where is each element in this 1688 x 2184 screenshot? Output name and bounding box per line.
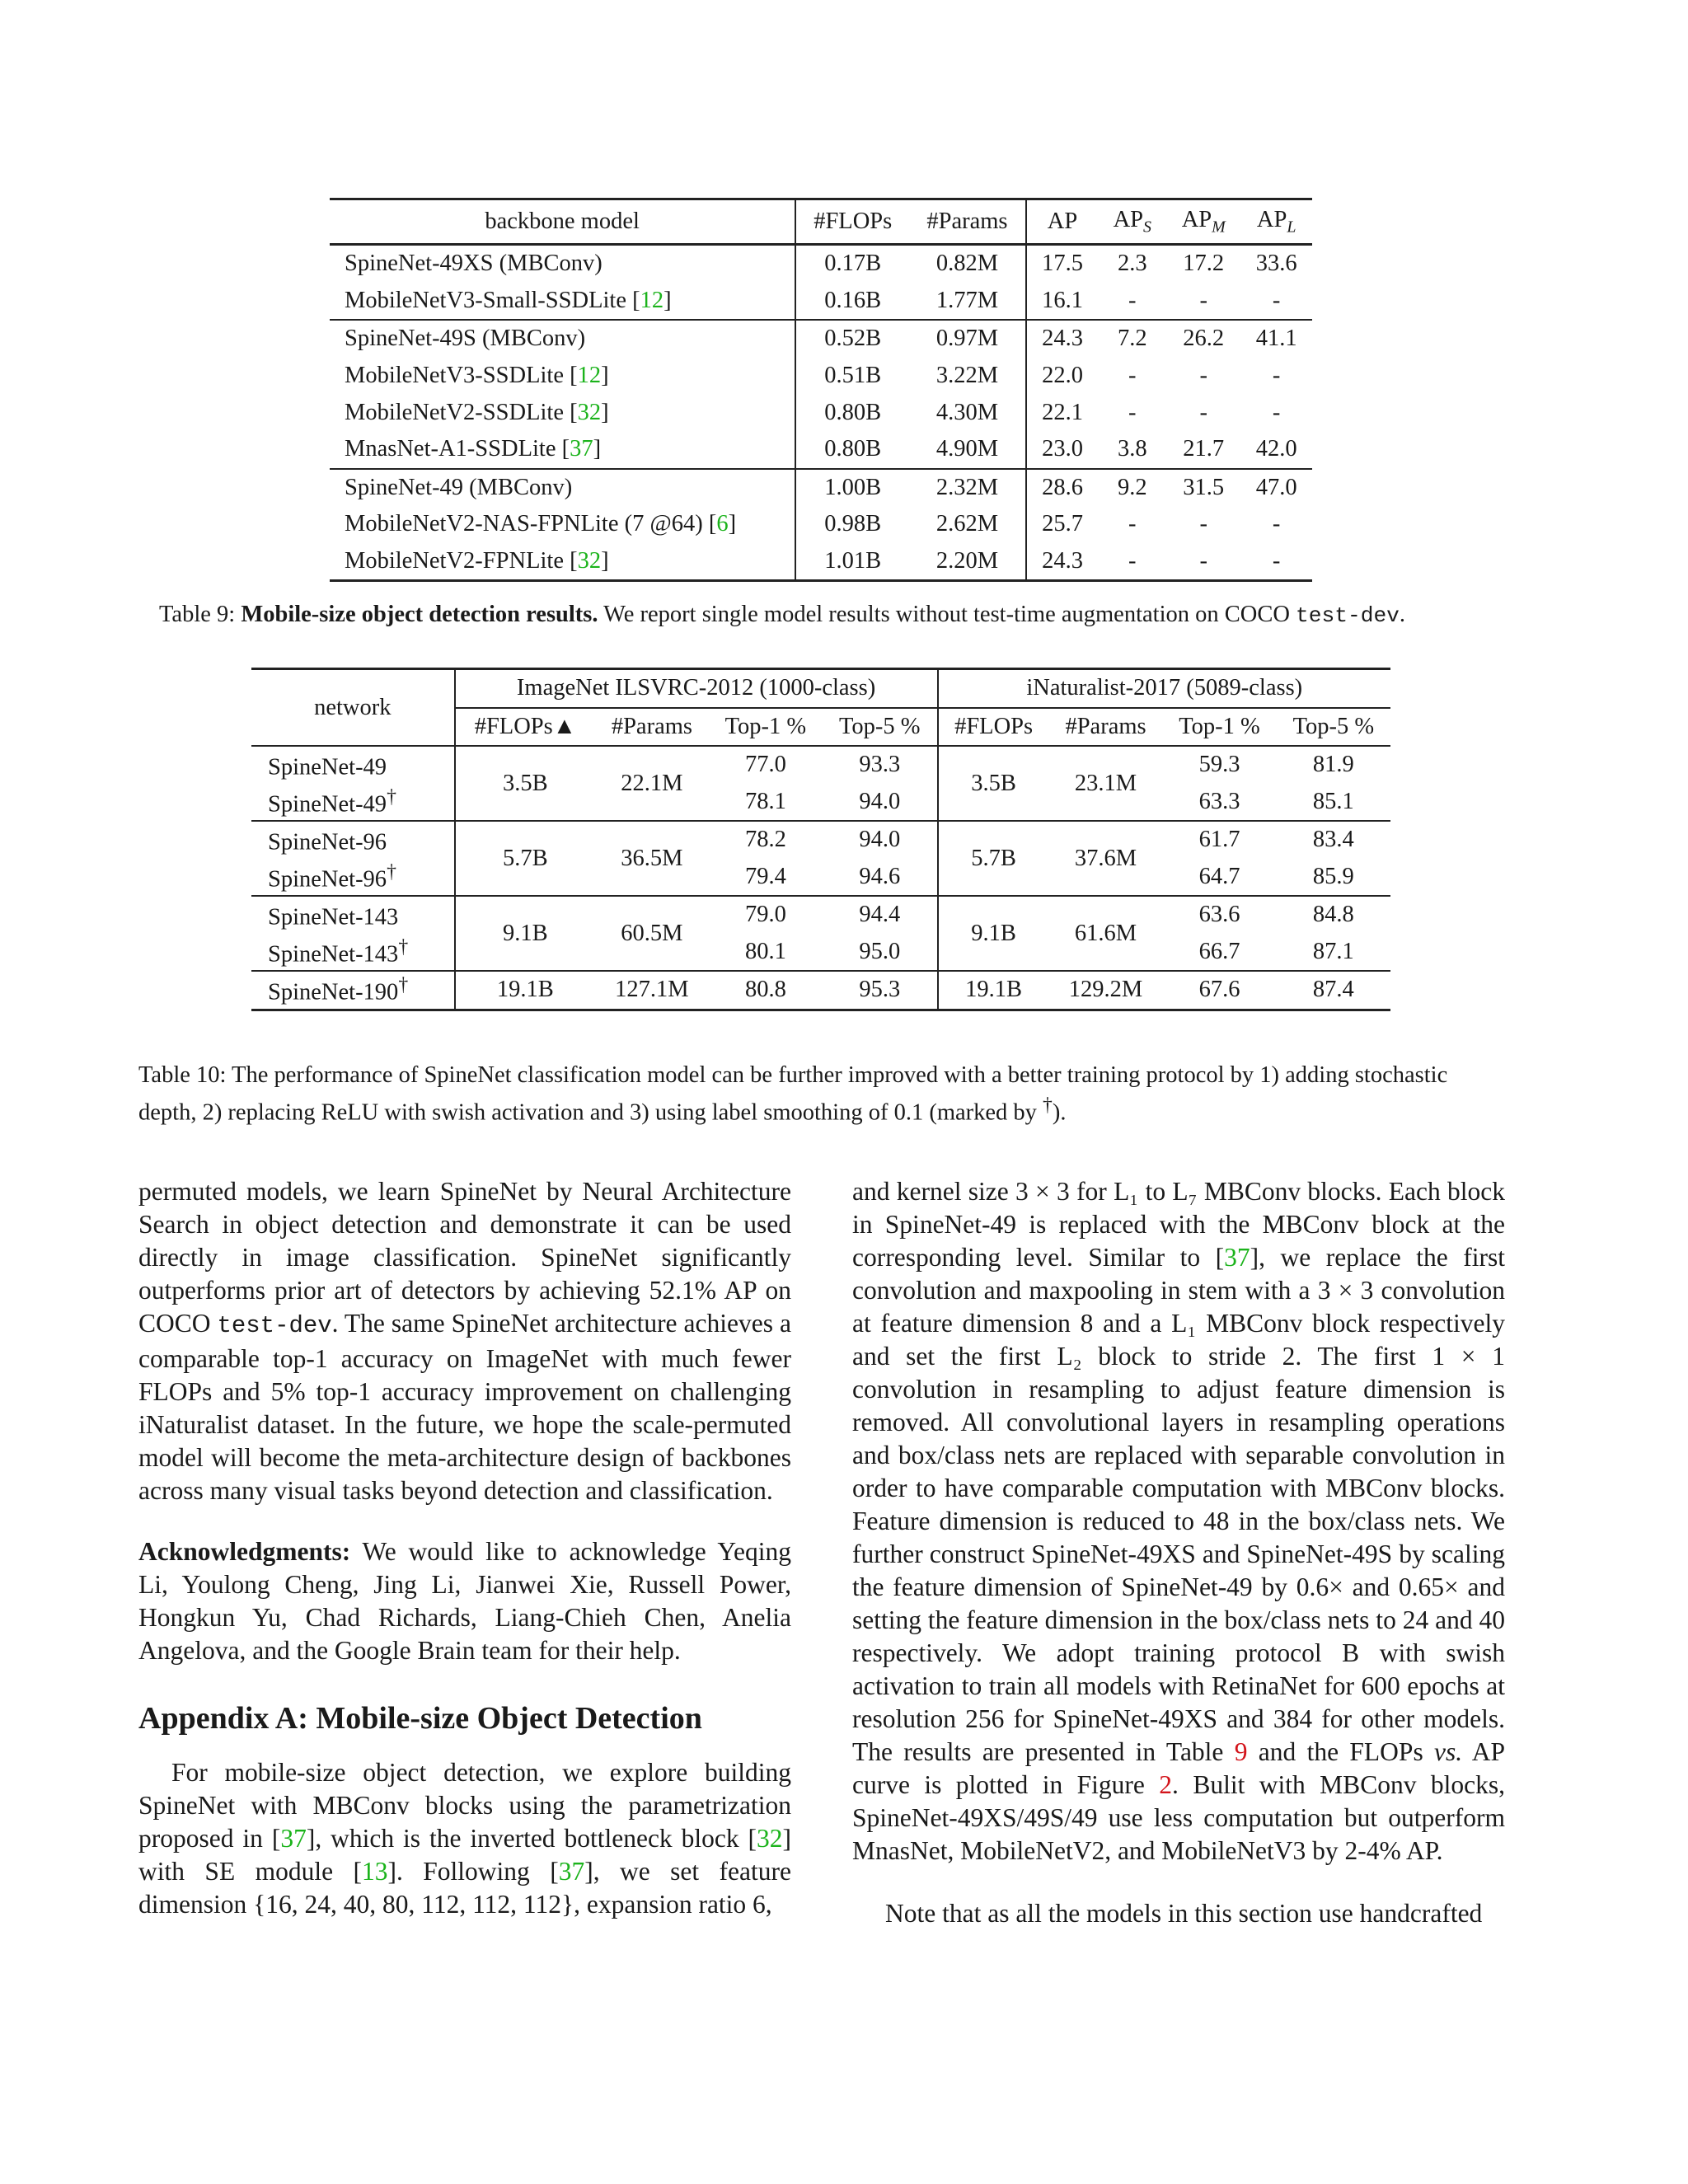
row-apl: - [1272,363,1281,389]
row-params: 2.20M [909,543,1025,581]
row-flops: 0.98B [824,511,882,537]
row-in-top1: 80.1 [744,938,786,964]
row-apm: 17.2 [1183,251,1225,277]
row-ap: 24.3 [1042,326,1083,352]
conclusion-paragraph: permuted models, we learn SpineNet by Neural Architecture Search in object detection and demonstrate it can be used directly in image classification. SpineNet significantly outperforms prior art of detectors by achieving 52.1% AP on COCO test-dev. The same SpineNet architecture achieves a comparable top-1 accuracy on ImageNet with much fewer FLOPs and 5% top-1 accuracy improvement on challenging iNaturalist dataset. In the future, we hope the scale-permuted model will become the meta-architecture design of backbones across many visual tasks beyond detection and classification. [138,1177,791,1505]
row-in-top5: 95.0 [823,934,937,972]
table-10 [251,668,1390,1011]
row-aps: - [1128,399,1137,425]
row-aps: 2.3 [1117,251,1147,277]
citation-link[interactable]: 12 [577,363,602,389]
row-name: SpineNet-96 [251,821,455,859]
row-in-top1: 78.2 [744,827,786,853]
row-in-params: 36.5M [621,845,683,871]
row-name: SpineNet-143 [251,896,455,934]
subheader-cell: #Params [1065,713,1146,739]
row-params: 2.62M [909,506,1025,543]
row-nat-top1: 59.3 [1198,752,1240,778]
table-row [330,506,1312,543]
row-nat-top5: 85.1 [1312,788,1354,814]
row-apl: 33.6 [1255,251,1297,277]
row-name: MobileNetV2-FPNLite [32] [330,543,795,581]
row-ap: 17.5 [1042,251,1083,277]
table-row [251,784,1390,822]
row-apl: 41.1 [1255,326,1297,352]
table-row [251,821,1390,859]
citation-link[interactable]: 6 [716,511,729,537]
row-in-params: 22.1M [621,770,683,796]
subheader-cell: Top-5 % [1292,713,1375,739]
row-flops: 1.01B [824,548,882,574]
row-nat-params: 37.6M [1074,845,1137,871]
row-nat-top1: 67.6 [1198,977,1240,1003]
row-aps: 9.2 [1117,474,1147,500]
subheader-cell: Top-1 % [1179,713,1260,739]
row-nat-params: 61.6M [1074,920,1137,946]
appendix-paragraph: For mobile-size object detection, we explore building SpineNet with MBConv blocks using the parametrization proposed in [37], which is the inverted bottleneck block [32] with SE module [13]. Following [37], we set feature dimension {16, 24, 40, 80, 112, 112, 112}, expansion ratio 6, [138,1758,791,1919]
table-row [251,971,1390,1010]
row-apm: 26.2 [1183,326,1225,352]
row-nat-top1: 63.6 [1198,902,1240,928]
row-aps: - [1128,287,1137,313]
citation-link[interactable]: 12 [640,287,664,313]
row-apm: 21.7 [1183,436,1225,462]
table-row [330,431,1312,469]
table-row [330,245,1312,283]
row-in-flops: 3.5B [503,770,548,796]
row-apm: - [1199,511,1207,537]
row-nat-flops: 5.7B [971,845,1016,871]
header-ap: AP [1047,209,1078,234]
row-in-top5: 94.0 [823,784,937,822]
row-ap: 22.1 [1042,399,1083,425]
table-row [251,934,1390,972]
row-in-top1: 79.4 [744,863,786,889]
row-nat-top5: 87.4 [1312,977,1354,1003]
header-apl: $AP_L$ [1256,206,1296,237]
row-apl: - [1272,287,1281,313]
header-apm: $AP_M$ [1181,206,1226,237]
row-nat-top5: 81.9 [1312,752,1354,778]
row-name: SpineNet-49S (MBConv) [330,320,795,358]
note-paragraph: Note that as all the models in this section use handcrafted [885,1899,1483,1928]
row-nat-params: 129.2M [1068,977,1143,1003]
table-row [330,320,1312,358]
subheader-cell: Top-1 % [724,713,807,739]
row-nat-top1: 64.7 [1198,863,1240,889]
row-nat-flops: 3.5B [971,770,1016,796]
row-apl: - [1272,399,1281,425]
table-9-caption: Table 9: Mobile-size object detection results. We report single model results without test-time augmentation on COCO test-dev. [159,602,1406,628]
row-flops: 1.00B [824,474,882,500]
row-flops: 0.16B [824,287,882,313]
row-apm: - [1199,548,1207,574]
header-imagenet: ImageNet ILSVRC-2012 (1000-class) [455,669,938,708]
row-apm: - [1199,363,1207,389]
row-flops: 0.80B [824,436,882,462]
row-params: 1.77M [909,283,1025,321]
row-nat-flops: 9.1B [971,920,1016,946]
row-params: 4.30M [909,394,1025,431]
row-in-top5: 94.0 [823,821,937,859]
figure-ref-link[interactable]: 2 [1159,1770,1173,1799]
header-flops: #FLOPs [814,209,893,234]
subheader-cell: Top-5 % [823,708,937,747]
left-column [138,1175,791,1921]
row-flops: 0.80B [824,399,882,425]
row-name: MobileNetV2-NAS-FPNLite (7 @64) [6] [330,506,795,543]
right-column [852,1175,1505,1930]
row-in-top1: 79.0 [744,902,786,928]
row-apm: - [1199,399,1207,425]
row-in-top1: 78.1 [744,788,786,814]
row-flops: 0.17B [824,251,882,277]
row-aps: - [1128,548,1137,574]
row-name: MobileNetV3-SSDLite [12] [330,358,795,395]
row-name: SpineNet-96† [251,859,455,897]
acknowledgments-paragraph: Acknowledgments: We would like to acknowledge Yeqing Li, Youlong Cheng, Jing Li, Jianwei Xie, Russell Power, Hongkun Yu, Chad Richards, Liang-Chieh Chen, Anelia Angelova, and the Google Brain team for their help. [138,1537,791,1665]
row-in-params: 127.1M [615,977,689,1003]
row-name: MobileNetV3-Small-SSDLite [12] [330,283,795,321]
table-row [330,469,1312,507]
row-in-top5: 94.6 [823,859,937,897]
row-apm: 31.5 [1183,474,1225,500]
row-aps: 7.2 [1117,326,1147,352]
row-in-params: 60.5M [621,920,683,946]
header-network: network [251,669,455,747]
row-ap: 23.0 [1042,436,1083,462]
citation-link[interactable]: 32 [757,1824,783,1853]
row-aps: - [1128,511,1137,537]
table-row [330,394,1312,431]
row-apl: - [1272,511,1281,537]
row-name: MobileNetV2-SSDLite [32] [330,394,795,431]
row-in-top1: 80.8 [744,977,786,1003]
row-aps: 3.8 [1117,436,1147,462]
table-row [251,896,1390,934]
row-params: 0.97M [909,320,1025,358]
row-nat-top5: 83.4 [1312,827,1354,853]
subheader-cell: #Params [611,713,692,739]
citation-link[interactable]: 13 [362,1857,388,1886]
row-in-top5: 95.3 [823,971,937,1010]
citation-link[interactable]: 37 [570,436,593,462]
row-name: MnasNet-A1-SSDLite [37] [330,431,795,469]
header-backbone-model: backbone model [330,199,795,245]
row-nat-top1: 61.7 [1198,827,1240,853]
row-flops: 0.51B [824,363,882,389]
row-nat-flops: 19.1B [965,977,1023,1003]
row-aps: - [1128,363,1137,389]
row-ap: 28.6 [1042,474,1083,500]
row-name: SpineNet-49 [251,746,455,784]
citation-link[interactable]: 37 [1224,1243,1250,1272]
row-in-top5: 93.3 [823,746,937,784]
citation-link[interactable]: 37 [280,1824,307,1853]
table-9 [330,198,1312,582]
row-in-top5: 94.4 [823,896,937,934]
row-nat-top5: 84.8 [1312,902,1354,928]
table-row [251,859,1390,897]
row-ap: 16.1 [1042,287,1083,313]
row-params: 0.82M [909,245,1025,283]
row-name: SpineNet-49 (MBConv) [330,469,795,507]
row-name: SpineNet-49XS (MBConv) [330,245,795,283]
appendix-paragraph-cont: and kernel size 3 × 3 for L₁ to L₇ MBConv blocks. Each block in SpineNet-49 is replaced with the MBConv block at the corresponding level. Similar to [37], we replace the first convolution and maxpooling in stem with a 3 × 3 convolution at feature dimension 8 and a L₁ MBConv block respectively and set the first L₂ block to stride 2. The first 1 × 1 convolution in resampling to adjust feature dimension is removed. All convolutional layers in resampling operations and box/class nets are replaced with separable convolution in order to have comparable computation with MBConv blocks. Feature dimension is reduced to 48 in the box/class nets. We further construct SpineNet-49XS and SpineNet-49S by scaling the feature dimension of SpineNet-49 by 0.6× and 0.65× and setting the feature dimension in the box/class nets to 24 and 40 respectively. We adopt training protocol B with swish activation to train all models with RetinaNet for 600 epochs at resolution 256 for SpineNet-49XS and 384 for other models. The results are presented in Table 9 and the FLOPs vs. AP curve is plotted in Figure 2. Bulit with MBConv blocks, SpineNet-49XS/49S/49 use less computation but outperform MnasNet, MobileNetV2, and MobileNetV3 by 2-4% AP. [852,1177,1506,1865]
row-name: SpineNet-143† [251,934,455,972]
row-params: 3.22M [909,358,1025,395]
row-in-flops: 9.1B [503,920,548,946]
subheader-cell: #FLOPs▲ [474,713,576,739]
row-in-flops: 19.1B [496,977,554,1003]
row-params: 4.90M [909,431,1025,469]
row-name: SpineNet-190† [251,971,455,1010]
row-nat-top5: 87.1 [1312,938,1354,964]
appendix-heading: Appendix A: Mobile-size Object Detection [138,1701,702,1736]
row-ap: 25.7 [1042,511,1083,537]
row-nat-top1: 63.3 [1198,788,1240,814]
subheader-cell: #FLOPs [954,713,1034,739]
row-apm: - [1199,287,1207,313]
row-apl: 47.0 [1255,474,1297,500]
row-ap: 22.0 [1042,363,1083,389]
row-apl: 42.0 [1255,436,1297,462]
row-flops: 0.52B [824,326,882,352]
row-nat-top1: 66.7 [1198,938,1240,964]
row-params: 2.32M [909,469,1025,507]
header-inaturalist: iNaturalist-2017 (5089-class) [938,669,1390,708]
citation-link[interactable]: 32 [577,399,602,425]
row-nat-top5: 85.9 [1312,863,1354,889]
row-ap: 24.3 [1042,548,1083,574]
row-nat-params: 23.1M [1074,770,1137,796]
table-row [330,543,1312,581]
table-ref-link[interactable]: 9 [1234,1737,1248,1766]
table-10-caption: Table 10: The performance of SpineNet classification model can be further improved with a better training protocol by 1) adding stochastic depth, 2) replacing ReLU with swish activation and 3) using label smoothing of 0.1 (marked by †). [138,1062,1448,1126]
table-header-row [330,199,1312,245]
row-apl: - [1272,548,1281,574]
row-in-flops: 5.7B [503,845,548,871]
citation-link[interactable]: 32 [577,548,602,574]
header-params: #Params [909,199,1025,245]
citation-link[interactable]: 37 [558,1857,585,1886]
row-in-top1: 77.0 [744,752,786,778]
table-row [330,358,1312,395]
table-row [330,283,1312,321]
table-row [251,746,1390,784]
row-name: SpineNet-49† [251,784,455,822]
header-aps: $AP_S$ [1113,206,1151,237]
table-header-row [251,669,1390,708]
